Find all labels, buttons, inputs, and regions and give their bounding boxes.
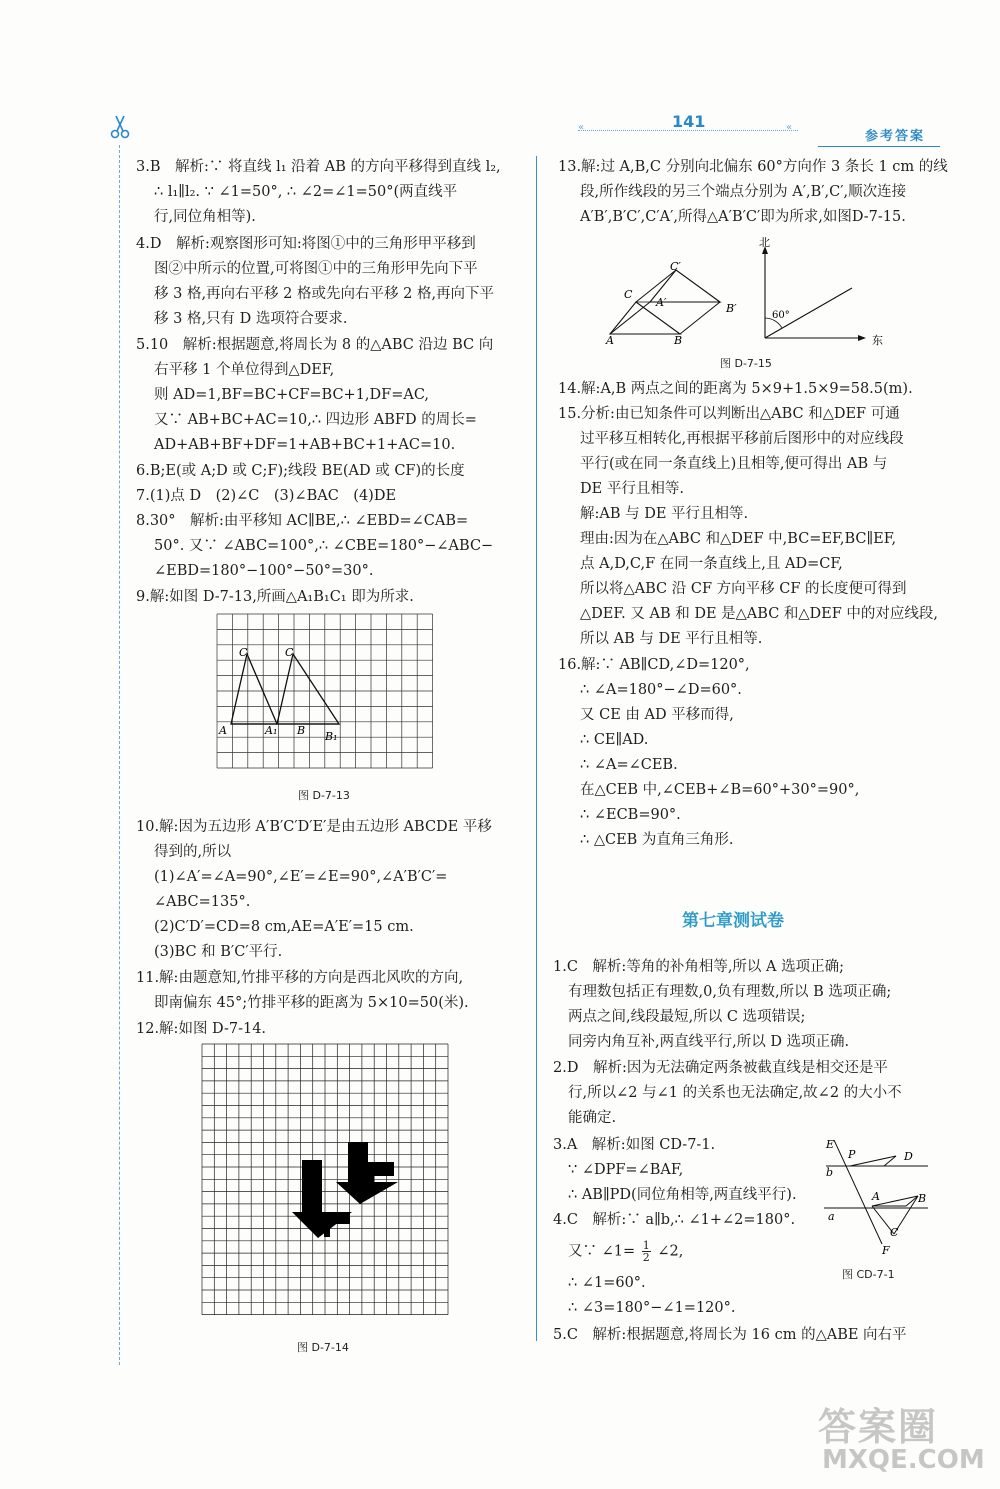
text-line: 14.解:A,B 两点之间的距离为 5×9+1.5×9=58.5(m). xyxy=(558,381,913,397)
text-line: 理由:因为在△ABC 和△DEF 中,BC=EF,BC∥EF, xyxy=(580,531,897,547)
text-line: 行,所以∠2 与∠1 的关系也无法确定,故∠2 的大小不 xyxy=(568,1085,902,1101)
caption-d7-13: 图 D-7-13 xyxy=(298,789,350,802)
text-line: ∴ l₁∥l₂. ∵ ∠1=50°, ∴ ∠2=∠1=50°(两直线平 xyxy=(154,184,458,200)
text-line: 50°. 又∵ ∠ABC=100°,∴ ∠CBE=180°−∠ABC− xyxy=(154,538,494,554)
figure-cd7-1 xyxy=(820,1136,935,1265)
watermark-site: MXQE.COM xyxy=(822,1445,985,1475)
header-underline xyxy=(818,146,940,147)
text-line: 所以将△ABC 沿 CF 方向平移 CF 的长度便可得到 xyxy=(580,581,907,597)
label-a: A xyxy=(219,724,227,737)
figure-d7-14 xyxy=(200,1042,460,1336)
label-angle: 60° xyxy=(772,310,790,321)
label-c: C xyxy=(624,288,633,301)
label-b1: B₁ xyxy=(325,730,338,743)
label-e: E xyxy=(826,1138,835,1151)
text-line: 得到的,所以 xyxy=(154,844,232,860)
label-b: B xyxy=(297,724,306,737)
caption-cd7-1: 图 CD-7-1 xyxy=(842,1268,895,1281)
text-line: ∴ △CEB 为直角三角形. xyxy=(580,832,734,848)
text-line: 即南偏东 45°;竹排平移的距离为 5×10=50(米). xyxy=(154,995,469,1011)
label-c: C xyxy=(890,1226,899,1239)
text-line: ∴ ∠1=60°. xyxy=(568,1275,646,1291)
label-north: 北 xyxy=(759,236,770,249)
text-line: △DEF. 又 AB 和 DE 是△ABC 和△DEF 中的对应线段, xyxy=(580,606,939,622)
header-chevrons-left: « xyxy=(578,122,585,133)
label-b-point: B xyxy=(918,1192,927,1205)
text-line: 过平移互相转化,再根据平移前后图形中的对应线段 xyxy=(580,431,904,447)
label-a-point: A xyxy=(872,1190,880,1203)
header-chevrons-right: « xyxy=(786,122,793,133)
text-line: 图②中所示的位置,可将图①中的三角形甲先向下平 xyxy=(154,261,478,277)
text-line: AD+AB+BF+DF=1+AB+BC+1+AC=10. xyxy=(154,437,456,453)
text-line: 平行(或在同一条直线上)且相等,便可得出 AB 与 xyxy=(580,456,888,472)
text-line: ∵ ∠DPF=∠BAF, xyxy=(568,1162,684,1178)
caption-d7-14: 图 D-7-14 xyxy=(297,1341,349,1354)
text-line: 移 3 格,再向右平移 2 格或先向右平移 2 格,再向下平 xyxy=(154,286,495,302)
text-line: 4.C 解析:∵ a∥b,∴ ∠1+∠2=180°. xyxy=(553,1212,796,1228)
scissors-icon xyxy=(110,114,130,140)
figure-d7-13 xyxy=(215,612,445,776)
text-line: 在△CEB 中,∠CEB+∠B=60°+30°=90°, xyxy=(580,782,860,798)
arrow-shape-1b xyxy=(302,1160,322,1217)
text-line: 3.B 解析:∵ 将直线 l₁ 沿着 AB 的方向平移得到直线 l₂, xyxy=(136,159,501,175)
text-line: (3)BC 和 B′C′平行. xyxy=(154,944,283,960)
fraction xyxy=(642,1240,651,1263)
arrow-head-1 xyxy=(292,1212,352,1238)
text-line: 8.30° 解析:由平移知 AC∥BE,∴ ∠EBD=∠CAB= xyxy=(136,513,469,529)
text-line: ∴ AB∥PD(同位角相等,两直线平行). xyxy=(568,1187,797,1203)
text-line: 解:AB 与 DE 平行且相等. xyxy=(580,506,749,522)
label-d: D xyxy=(904,1150,913,1163)
label-c-prime: C′ xyxy=(670,260,681,273)
text-part: 又∵ ∠1= xyxy=(568,1243,636,1260)
column-divider xyxy=(536,156,537,1341)
caption-d7-15: 图 D-7-15 xyxy=(720,357,772,370)
grid-figure xyxy=(215,612,445,772)
text-line: 段,所作线段的另三个端点分别为 A′,B′,C′,顺次连接 xyxy=(580,184,907,200)
text-line: 又 CE 由 AD 平移而得, xyxy=(580,707,734,723)
text-line: 移 3 格,只有 D 选项符合要求. xyxy=(154,311,348,327)
watermark-logo: 答案圈 xyxy=(818,1405,939,1449)
text-line: (2)C′D′=CD=8 cm,AE=A′E′=15 cm. xyxy=(154,919,414,935)
text-line: 15.分析:由已知条件可以判断出△ABC 和△DEF 可通 xyxy=(558,406,900,422)
label-p: P xyxy=(848,1148,856,1161)
label-a: A xyxy=(606,334,614,347)
text-line: 6.B;E(或 A;D 或 C;F);线段 BE(AD 或 CF)的长度 xyxy=(136,463,465,479)
text-line: 3.A 解析:如图 CD-7-1. xyxy=(553,1137,716,1153)
text-line: 4.D 解析:观察图形可知:将图①中的三角形甲平移到 xyxy=(136,236,476,252)
text-line: 5.10 解析:根据题意,将周长为 8 的△ABC 沿边 BC 向 xyxy=(136,337,494,353)
fraction-line xyxy=(568,1240,683,1263)
text-line: ∠EBD=180°−100°−50°=30°. xyxy=(154,563,374,579)
text-line: ∴ ∠3=180°−∠1=120°. xyxy=(568,1300,736,1316)
label-c: C xyxy=(239,646,248,659)
text-line: 两点之间,线段最短,所以 C 选项错误; xyxy=(568,1009,806,1025)
text-line: ∴ ∠A=180°−∠D=60°. xyxy=(580,682,742,698)
arrow-head-2 xyxy=(336,1182,398,1204)
text-line: 同旁内角互补,两直线平行,所以 D 选项正确. xyxy=(568,1034,850,1050)
text-line: ∴ CE∥AD. xyxy=(580,732,649,748)
text-line: 5.C 解析:根据题意,将周长为 16 cm 的△ABE 向右平 xyxy=(553,1327,907,1343)
label-a-line: a xyxy=(828,1210,835,1223)
label-b-line: b xyxy=(826,1166,834,1179)
text-part: ∠2, xyxy=(657,1243,684,1260)
text-line: ∠ABC=135°. xyxy=(154,894,251,910)
label-f: F xyxy=(882,1244,890,1257)
text-line: ∴ ∠A=∠CEB. xyxy=(580,757,678,773)
text-line: 13.解:过 A,B,C 分别向北偏东 60°方向作 3 条长 1 cm 的线 xyxy=(558,159,948,175)
text-line: 则 AD=1,BF=BC+CF=BC+1,DF=AC, xyxy=(154,387,430,403)
text-line: 11.解:由题意知,竹排平移的方向是西北风吹的方向, xyxy=(136,970,464,986)
fraction-numerator: 1 xyxy=(642,1239,650,1252)
text-line: 9.解:如图 D-7-13,所画△A₁B₁C₁ 即为所求. xyxy=(136,589,414,605)
text-line: A′B′,B′C′,C′A′,所得△A′B′C′即为所求,如图D-7-15. xyxy=(580,209,906,225)
label-c1: C xyxy=(285,646,294,659)
text-line: 有理数包括正有理数,0,负有理数,所以 B 选项正确; xyxy=(568,984,892,1000)
fraction-denominator: 2 xyxy=(642,1251,650,1264)
arrow-shape-2b xyxy=(348,1142,368,1182)
text-line: 点 A,D,C,F 在同一条直线上,且 AD=CF, xyxy=(580,556,843,572)
page-number: 141 xyxy=(672,112,706,131)
label-a1: A₁ xyxy=(265,724,278,737)
text-line: ∴ ∠ECB=90°. xyxy=(580,807,681,823)
cut-line xyxy=(119,145,120,1365)
label-b: B xyxy=(674,334,683,347)
text-line: 12.解:如图 D-7-14. xyxy=(136,1021,267,1037)
text-line: 右平移 1 个单位得到△DEF, xyxy=(154,362,335,378)
text-line: 7.(1)点 D (2)∠C (3)∠BAC (4)DE xyxy=(136,488,397,504)
text-line: DE 平行且相等. xyxy=(580,481,684,497)
label-east: 东 xyxy=(872,334,883,347)
text-line: 能确定. xyxy=(568,1110,617,1126)
text-line: 又∵ AB+BC+AC=10,∴ 四边形 ABFD 的周长= xyxy=(154,412,477,428)
label-a-prime: A′ xyxy=(656,296,667,309)
label-b-prime: B′ xyxy=(726,302,737,315)
text-line: 10.解:因为五边形 A′B′C′D′E′是由五边形 ABCDE 平移 xyxy=(136,819,492,835)
section-title: 第七章测试卷 xyxy=(682,911,784,931)
text-line: (1)∠A′=∠A=90°,∠E′=∠E=90°,∠A′B′C′= xyxy=(154,869,448,885)
header-label: 参考答案 xyxy=(865,129,926,144)
text-line: 行,同位角相等). xyxy=(154,209,256,225)
text-line: 16.解:∵ AB∥CD,∠D=120°, xyxy=(558,657,750,673)
text-line: 2.D 解析:因为无法确定两条被截直线是相交还是平 xyxy=(553,1060,888,1076)
text-line: 所以 AB 与 DE 平行且相等. xyxy=(580,631,763,647)
text-line: 1.C 解析:等角的补角相等,所以 A 选项正确; xyxy=(553,959,844,975)
